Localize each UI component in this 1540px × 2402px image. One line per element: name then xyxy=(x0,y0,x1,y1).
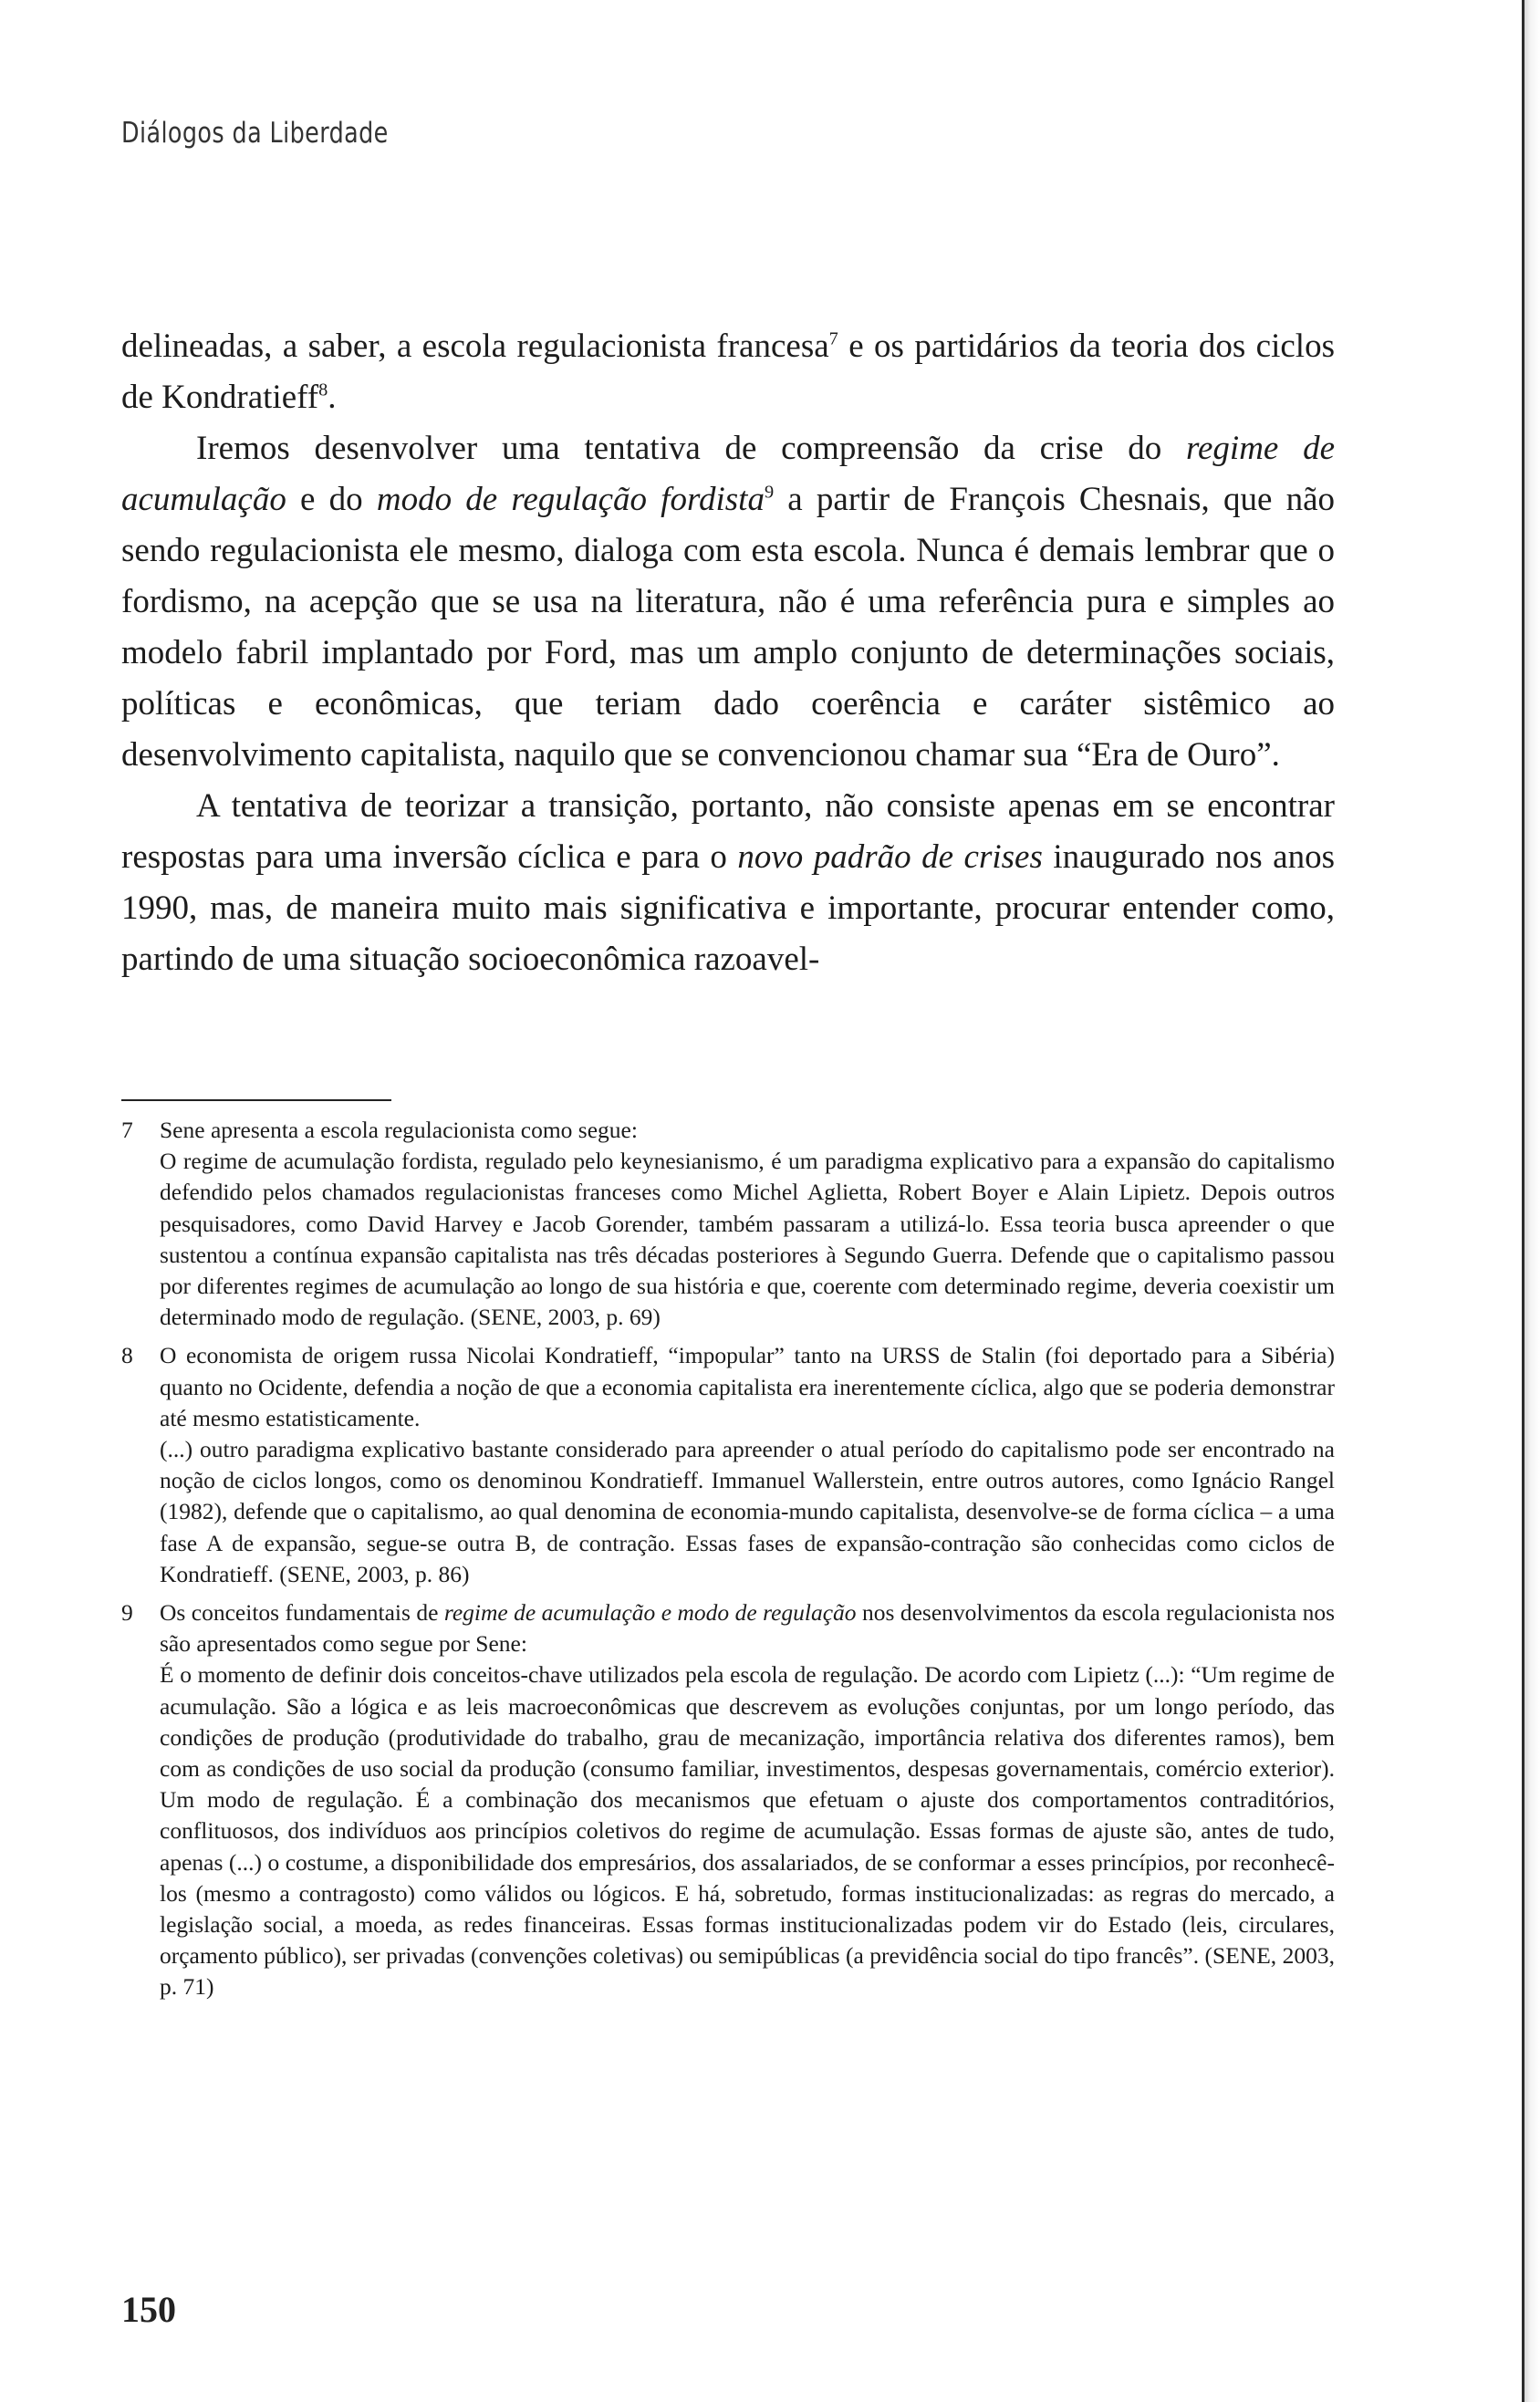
p2-text-b: e do xyxy=(286,481,377,518)
p3-text-b: inaugurado nos anos 1990, mas, de maneira muito mais significativa e importante, procurar entender como, partindo de uma situação socioeconômica razoavel- xyxy=(121,838,1335,978)
footnote-quote: É o momento de definir dois conceitos-chave utilizados pela escola de regulação. De acordo com Lipietz (...): “Um regime de acumulação. São a lógica e as leis macroeconômicas que descrevem as evoluções conjuntas, por um longo período, das condições de produção (produtividade do trabalho, grau de mecanização, importância relativa dos diferentes ramos), bem com as condições de uso social da produção (consumo familiar, investimentos, despesas governamentais, comércio exterior). Um modo de regulação. É a combinação dos mecanismos que efetuam o ajuste dos comportamentos contraditórios, conflituosos, dos indivíduos aos princípios coletivos do regime de acumulação. Essas formas de ajuste são, antes de tudo, apenas (...) o costume, a disponibilidade dos empresários, dos assalariados, de se conformar a esses princípios, por reconhecê-los (mesmo a contragosto) como válidos ou lógicos. E há, sobretudo, formas institucionalizadas: as regras do mercado, a legislação social, a moeda, as redes financeiras. Essas formas institucionalizadas podem vir do Estado (leis, circulares, orçamento público), ser privadas (convenções coletivas) ou semipúblicas (a previdência social do tipo francês”. (SENE, 2003, p. 71) xyxy=(160,1661,1335,2001)
footnote-intro: Sene apresenta a escola regulacionista como segue: xyxy=(160,1117,638,1143)
footnote-quote: (...) outro paradigma explicativo bastante considerado para apreender o atual período do capitalismo pode ser encontrado na noção de ciclos longos, como os denominou Kondratieff. Immanuel Wallerstein, entre outros autores, como Ignácio Rangel (1982), defende que o capitalismo, ao qual denomina de economia-mundo capitalista, desenvolve-se de forma cíclica – a uma fase A de expansão, segue-se outra B, de contração. Essas fases de expansão-contração são conhecidas como ciclos de Kondratieff. (SENE, 2003, p. 86) xyxy=(160,1436,1335,1587)
footnote-body xyxy=(160,1597,1335,2003)
p3-emphasis-1: novo padrão de crises xyxy=(737,838,1043,876)
footnote-8 xyxy=(121,1340,1335,1590)
footnote-ref-7[interactable]: 7 xyxy=(828,328,838,349)
p1-text-b: e os partidários da teoria dos ciclos de Kondratieff xyxy=(121,328,1335,416)
footnote-ref-8[interactable]: 8 xyxy=(318,380,328,400)
footnote-intro-emphasis: regime de acumulação e modo de regulação xyxy=(443,1599,857,1627)
p1-text-c: . xyxy=(328,379,337,416)
body-text xyxy=(121,321,1335,985)
p3-text-a: A tentativa de teorizar a transição, portanto, não consiste apenas em se encontrar respostas para uma inversão cíclica e para o xyxy=(121,787,1335,876)
p2-emphasis-1: regime de acumulação xyxy=(121,430,1335,518)
footnote-number: 8 xyxy=(121,1342,133,1369)
footnote-intro-a: Os conceitos fundamentais de xyxy=(160,1599,444,1627)
footnote-body xyxy=(160,1340,1335,1590)
page-number: 150 xyxy=(121,2289,176,2330)
footnote-7 xyxy=(121,1115,1335,1333)
footnote-intro xyxy=(160,1597,1335,1659)
footnote-number: 7 xyxy=(121,1117,133,1143)
footnote-quote: O regime de acumulação fordista, regulado pelo keynesianismo, é um paradigma explicativo para a expansão do capitalismo defendido pelos chamados regulacionistas franceses como Michel Aglietta, Robert Boyer e Alain Lipietz. Depois outros pesquisadores, como David Harvey e Jacob Gorender, também passaram a utilizá-lo. Essa teoria busca apreender o que sustentou a contínua expansão capitalista nas três décadas posteriores à Segundo Guerra. Defende que o capitalismo passou por diferentes regimes de acumulação ao longo de sua história e que, coerente com determinado regime, deveria coexistir um determinado modo de regulação. (SENE, 2003, p. 69) xyxy=(160,1148,1335,1331)
p1-text-a: delineadas, a saber, a escola regulacionista francesa xyxy=(121,328,829,365)
footnotes xyxy=(121,1115,1335,2011)
running-head: Diálogos da Liberdade xyxy=(121,117,389,150)
scan-edge-shadow xyxy=(1522,0,1540,2402)
p2-emphasis-2: modo de regulação fordista xyxy=(376,481,765,518)
footnote-intro: O economista de origem russa Nicolai Kondratieff, “impopular” tanto na URSS de Stalin (foi deportado para a Sibéria) quanto no Ocidente, defendia a noção de que a economia capitalista era inerentemente cíclica, algo que se poderia demonstrar até mesmo estatisticamente. xyxy=(160,1342,1335,1431)
paragraph-1 xyxy=(121,321,1335,423)
paragraph-2 xyxy=(121,423,1335,781)
paragraph-3 xyxy=(121,781,1335,985)
footnote-intro-b: nos desenvolvimentos da escola regulacionista nos são apresentados como segue por Sene: xyxy=(160,1599,1335,1658)
footnote-number: 9 xyxy=(121,1599,133,1627)
footnote-ref-9[interactable]: 9 xyxy=(764,482,775,503)
footnote-divider xyxy=(121,1099,391,1101)
p2-text-a: Iremos desenvolver uma tentativa de compreensão da crise do xyxy=(196,430,1186,467)
footnote-body xyxy=(160,1115,1335,1333)
p2-text-c: a partir de François Chesnais, que não sendo regulacionista ele mesmo, dialoga com esta escola. Nunca é demais lembrar que o fordismo, na acepção que se usa na literatura, não é uma referência pura e simples ao modelo fabril implantado por Ford, mas um amplo conjunto de determinações sociais, políticas e econômicas, que teriam dado coerência e caráter sistêmico ao desenvolvimento capitalista, naquilo que se convencionou chamar sua “Era de Ouro”. xyxy=(121,481,1335,774)
footnote-9 xyxy=(121,1597,1335,2003)
